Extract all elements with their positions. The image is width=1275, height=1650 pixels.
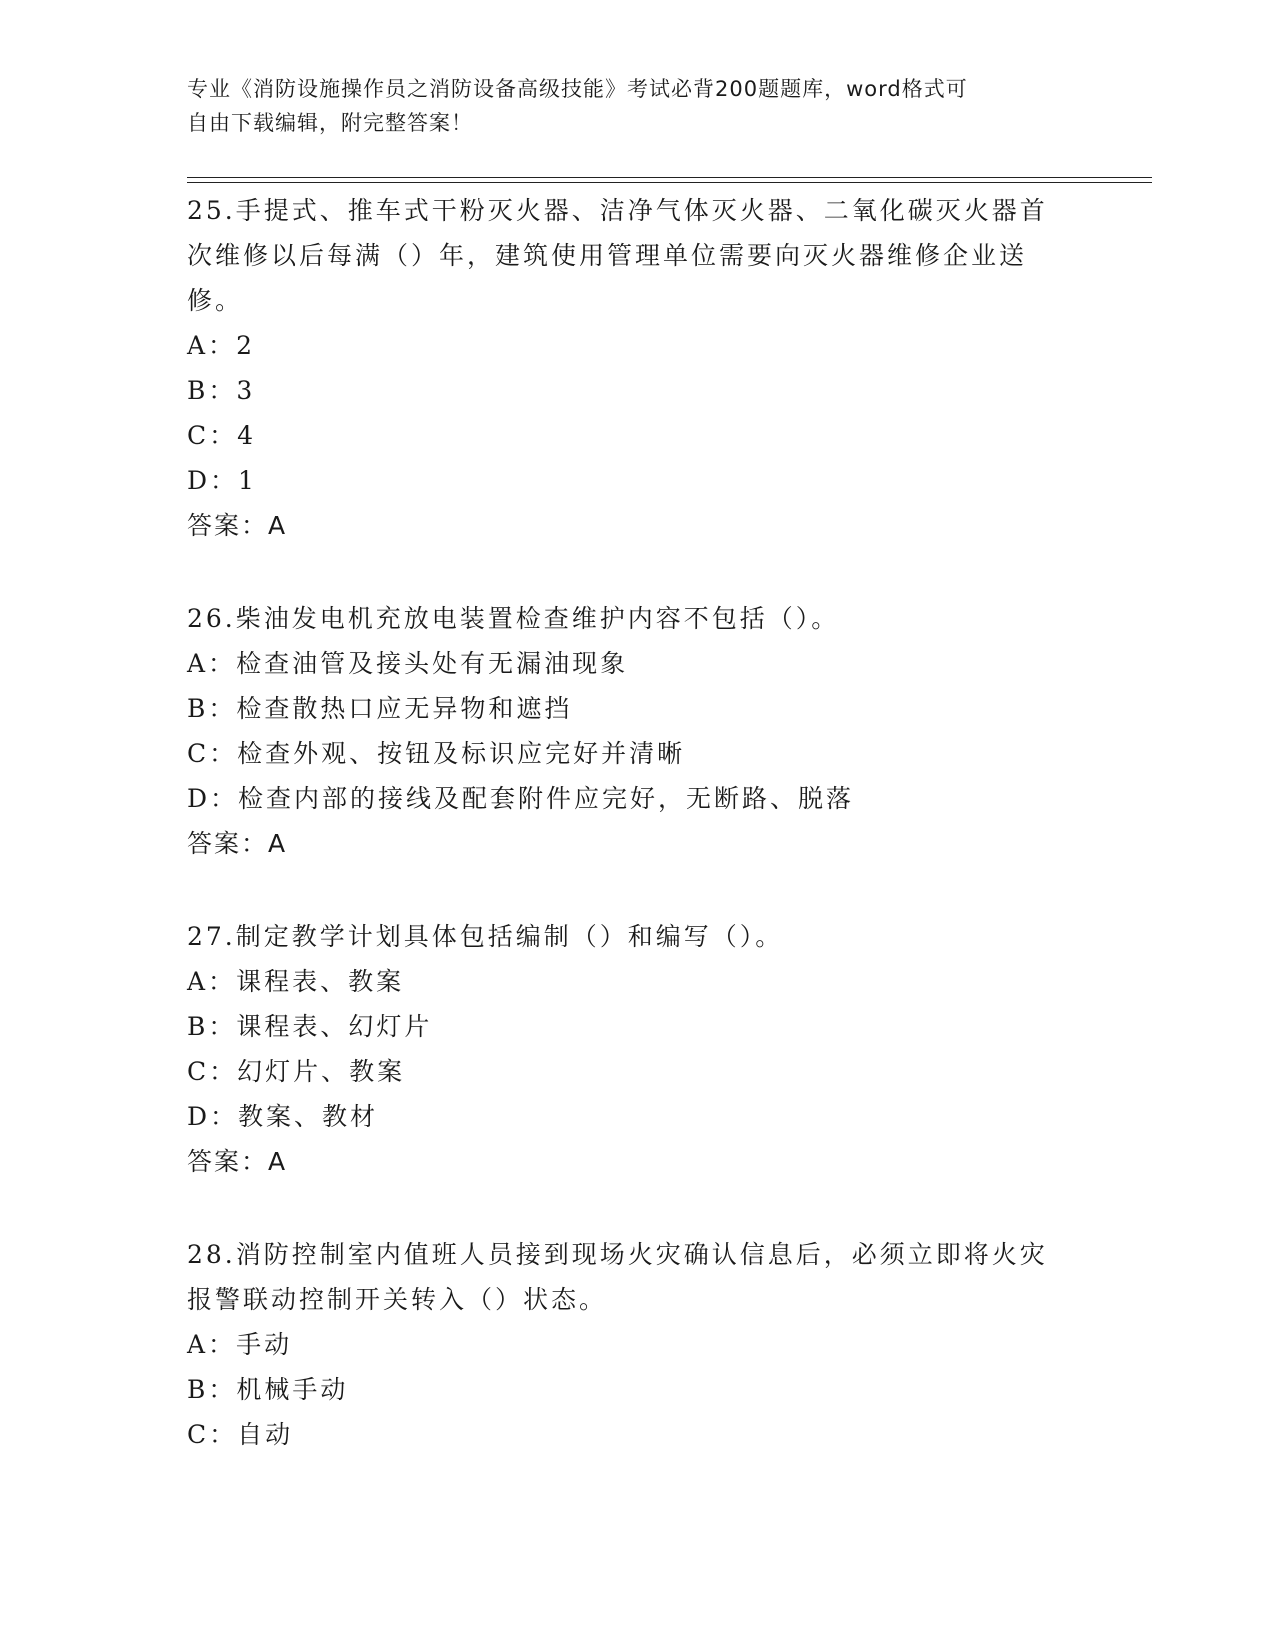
option-a <box>187 323 1087 368</box>
spacer <box>187 866 1087 914</box>
option-key: C： <box>187 1057 238 1086</box>
option-text: 机械手动 <box>236 1375 349 1404</box>
question-27 <box>187 914 1087 1184</box>
option-text: 1 <box>238 466 257 495</box>
option-key: B： <box>187 376 237 405</box>
header-divider-top <box>187 177 1152 178</box>
option-a <box>187 1322 1087 1367</box>
option-text: 2 <box>236 331 255 360</box>
question-stem-line: 28.消防控制室内值班人员接到现场火灾确认信息后，必须立即将火灾 <box>187 1240 1048 1269</box>
option-text: 幻灯片、教案 <box>237 1057 406 1086</box>
option-key: A： <box>187 1330 237 1359</box>
option-key: A： <box>187 331 237 360</box>
option-d <box>187 458 1087 503</box>
option-text: 教案、教材 <box>238 1102 379 1131</box>
option-key: D： <box>187 466 239 495</box>
option-key: A： <box>187 649 237 678</box>
question-stem-line: 报警联动控制开关转入（）状态。 <box>187 1285 608 1314</box>
question-25 <box>187 188 1087 548</box>
option-c <box>187 413 1087 458</box>
option-key: A： <box>187 967 237 996</box>
option-text: 检查散热口应无异物和遮挡 <box>236 694 573 723</box>
option-b <box>187 1367 1087 1412</box>
header-line-1: 专业《消防设施操作员之消防设备高级技能》考试必背200题题库，word格式可 <box>187 77 968 101</box>
question-stem-line: 26.柴油发电机充放电装置检查维护内容不包括（）。 <box>187 604 840 633</box>
option-key: B： <box>187 694 237 723</box>
answer-line: 答案：A <box>187 1147 288 1176</box>
option-c <box>187 1049 1087 1094</box>
option-key: C： <box>187 421 238 450</box>
option-key: C： <box>187 739 238 768</box>
option-c <box>187 731 1087 776</box>
option-text: 检查内部的接线及配套附件应完好，无断路、脱落 <box>238 784 855 813</box>
document-header <box>187 72 1087 140</box>
question-28 <box>187 1232 1087 1457</box>
option-text: 手动 <box>236 1330 293 1359</box>
option-text: 4 <box>237 421 257 450</box>
answer-line: 答案：A <box>187 511 288 540</box>
question-stem-line: 25.手提式、推车式干粉灭火器、洁净气体灭火器、二氧化碳灭火器首 <box>187 196 1048 225</box>
option-text: 3 <box>236 376 256 405</box>
question-stem-line: 修。 <box>187 286 244 315</box>
option-d <box>187 1094 1087 1139</box>
spacer <box>187 548 1087 596</box>
option-a <box>187 641 1087 686</box>
option-a <box>187 959 1087 1004</box>
option-c <box>187 1412 1087 1457</box>
question-26 <box>187 596 1087 866</box>
question-stem-line: 27.制定教学计划具体包括编制（）和编写（）。 <box>187 922 784 951</box>
question-list <box>187 188 1087 1457</box>
header-line-2: 自由下载编辑，附完整答案！ <box>187 111 473 135</box>
option-text: 自动 <box>237 1420 294 1449</box>
option-text: 课程表、教案 <box>236 967 405 996</box>
option-d <box>187 776 1087 821</box>
question-stem-line: 次维修以后每满（）年，建筑使用管理单位需要向灭火器维修企业送 <box>187 241 1028 270</box>
option-text: 检查外观、按钮及标识应完好并清晰 <box>237 739 686 768</box>
option-key: D： <box>187 1102 239 1131</box>
option-b <box>187 368 1087 413</box>
option-key: B： <box>187 1375 237 1404</box>
option-key: C： <box>187 1420 238 1449</box>
option-text: 检查油管及接头处有无漏油现象 <box>236 649 629 678</box>
option-b <box>187 686 1087 731</box>
option-key: D： <box>187 784 239 813</box>
option-key: B： <box>187 1012 237 1041</box>
option-text: 课程表、幻灯片 <box>236 1012 433 1041</box>
option-b <box>187 1004 1087 1049</box>
spacer <box>187 1184 1087 1232</box>
answer-line: 答案：A <box>187 829 288 858</box>
header-divider-bottom <box>187 182 1152 183</box>
